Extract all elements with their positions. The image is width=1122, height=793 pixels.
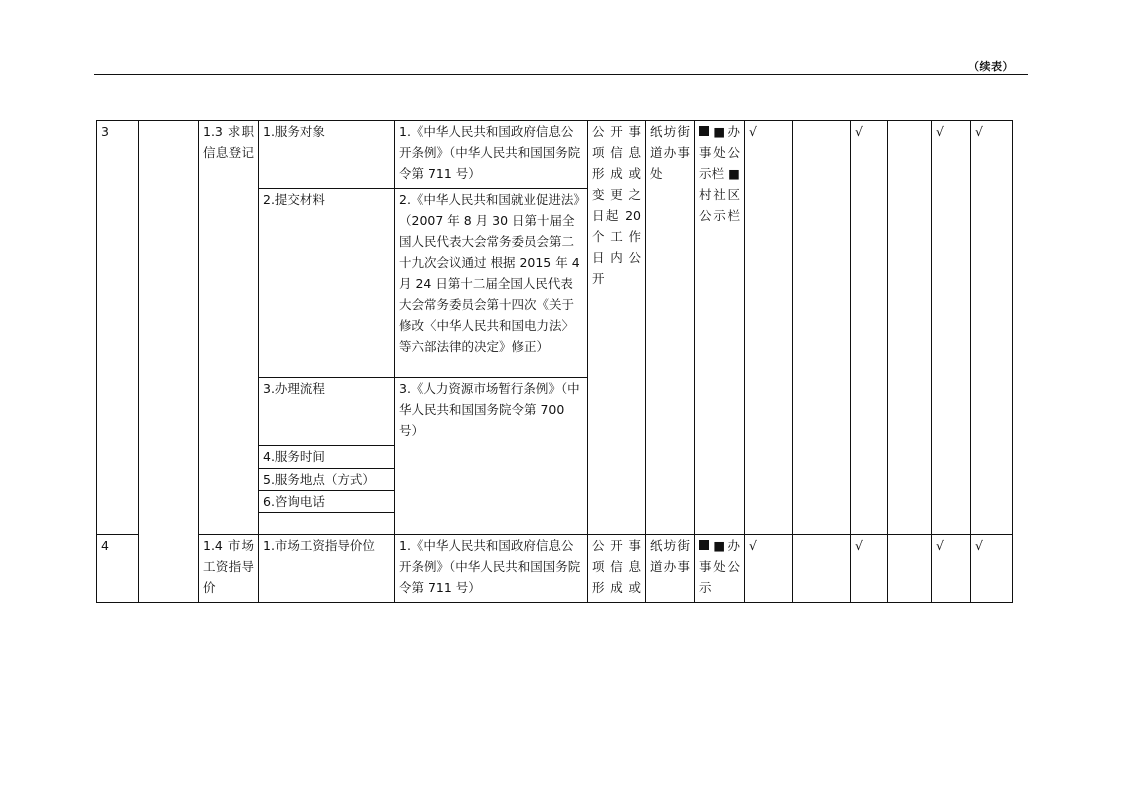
time-limit-cell: 公开事项信息形成或变更之日起 20 个工作日内公开 xyxy=(588,121,646,535)
check-cell: √ xyxy=(745,121,793,535)
check-cell: √ xyxy=(745,535,793,603)
check-cell xyxy=(888,121,932,535)
element-cell: 1.市场工资指导价位 xyxy=(259,535,395,603)
basis-cell: 1.《中华人民共和国政府信息公开条例》（中华人民共和国国务院令第 711 号） xyxy=(395,535,588,603)
subject-cell: 纸坊街道办事 xyxy=(646,535,695,603)
check-cell: √ xyxy=(932,121,971,535)
checked-box-icon xyxy=(699,126,709,136)
element-cell: 5.服务地点（方式） xyxy=(259,469,395,491)
channel-cell xyxy=(695,121,745,535)
table-row xyxy=(97,121,1013,189)
channel-text: ■办事处公示栏 ■村社区公示栏 xyxy=(699,124,740,223)
element-cell: 2.提交材料 xyxy=(259,189,395,378)
check-cell xyxy=(793,535,851,603)
table-row xyxy=(97,535,1013,603)
checked-box-icon xyxy=(699,540,709,550)
element-cell: 1.服务对象 xyxy=(259,121,395,189)
check-cell: √ xyxy=(851,121,888,535)
header-rule xyxy=(94,74,1028,75)
time-limit-cell: 公开事项信息形成或 xyxy=(588,535,646,603)
element-cell: 4.服务时间 xyxy=(259,446,395,469)
continued-label: （续表） xyxy=(968,60,1014,73)
basis-cell: 2.《中华人民共和国就业促进法》（2007 年 8 月 30 日第十届全国人民代表大会常务委员会第二十九次会议通过 根据 2015 年 4 月 24 日第十二届全国人民代表大会常务委员会第十四次《关于修改〈中华人民共和国电力法〉等六部法律的决定》修正） xyxy=(395,189,588,378)
channel-cell xyxy=(695,535,745,603)
channel-text: ■办事处公示 xyxy=(699,538,740,595)
element-cell xyxy=(259,513,395,535)
element-cell: 3.办理流程 xyxy=(259,378,395,446)
check-cell xyxy=(793,121,851,535)
check-cell: √ xyxy=(851,535,888,603)
basis-cell: 3.《人力资源市场暂行条例》（中华人民共和国国务院令第 700 号） xyxy=(395,378,588,535)
basis-cell: 1.《中华人民共和国政府信息公开条例》（中华人民共和国国务院令第 711 号） xyxy=(395,121,588,189)
check-cell: √ xyxy=(971,121,1013,535)
item-name-cell: 1.3 求职信息登记 xyxy=(199,121,259,535)
disclosure-table xyxy=(96,120,1013,603)
row-number-cell: 3 xyxy=(97,121,139,535)
check-cell: √ xyxy=(932,535,971,603)
check-cell xyxy=(888,535,932,603)
check-cell: √ xyxy=(971,535,1013,603)
item-name-cell: 1.4 市场工资指导价 xyxy=(199,535,259,603)
element-cell: 6.咨询电话 xyxy=(259,491,395,513)
subject-cell: 纸坊街道办事处 xyxy=(646,121,695,535)
row-number-cell: 4 xyxy=(97,535,139,603)
category-cell xyxy=(139,121,199,603)
